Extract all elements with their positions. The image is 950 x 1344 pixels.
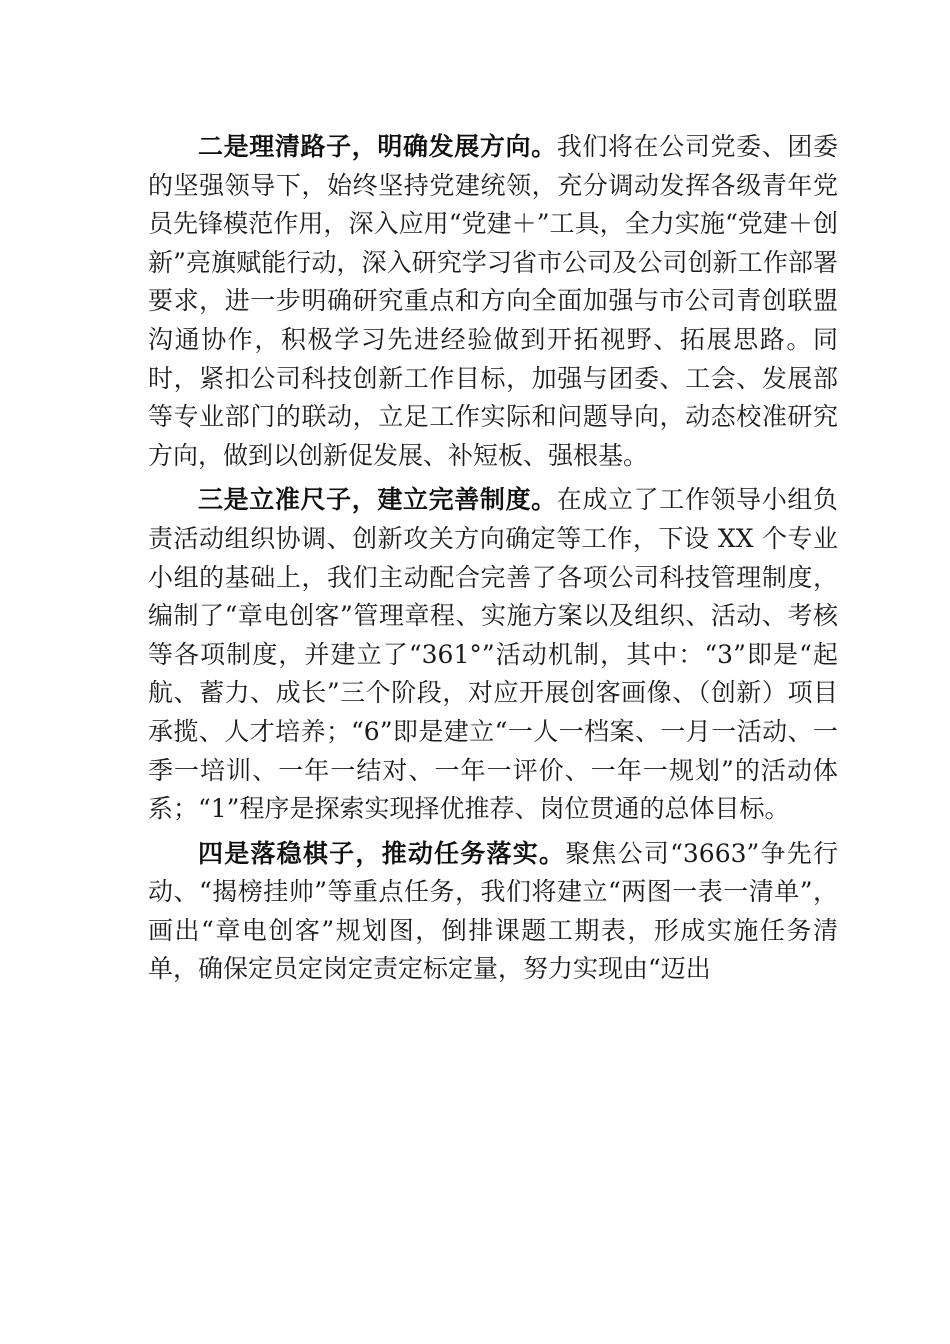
paragraph-system	[148, 481, 838, 828]
paragraph-heading: 三是立准尺子，建立完善制度。	[198, 485, 557, 515]
paragraph-text: 聚焦公司“3663”争先行动、“揭榜挂帅”等重点任务，我们将建立“两图一表一清单”，画出“章电创客”规划图，倒排课题工期表，形成实施任务清单，确保定员定岗定责定标定量，努力实现由“迈出	[148, 838, 838, 984]
document-body	[148, 128, 838, 995]
paragraph-tasks	[148, 835, 838, 989]
paragraph-text: 在成立了工作领导小组负责活动组织协调、创新攻关方向确定等工作，下设 XX 个专业小组的基础上，我们主动配合完善了各项公司科技管理制度，编制了“章电创客”管理章程、实施方案以及组织、活动、考核等各项制度，并建立了“361°”活动机制，其中：“3”即是“起航、蓄力、成长”三个阶段，对应开展创客画像、（创新）项目承揽、人才培养；“6”即是建立“一人一档案、一月一活动、一季一培训、一年一结对、一年一评价、一年一规划”的活动体系；“1”程序是探索实现择优推荐、岗位贯通的总体目标。	[148, 485, 838, 824]
paragraph-heading: 二是理清路子，明确发展方向。	[198, 132, 557, 161]
paragraph-direction	[148, 128, 838, 475]
paragraph-text: 我们将在公司党委、团委的坚强领导下，始终坚持党建统领，充分调动发挥各级青年党员先锋模范作用，深入应用“党建＋”工具，全力实施“党建＋创新”亮旗赋能行动，深入研究学习省市公司及公司创新工作部署要求，进一步明确研究重点和方向全面加强与市公司青创联盟沟通协作，积极学习先进经验做到开拓视野、拓展思路。同时，紧扣公司科技创新工作目标，加强与团委、工会、发展部等专业部门的联动，立足工作实际和问题导向，动态校准研究方向，做到以创新促发展、补短板、强根基。	[148, 132, 838, 470]
paragraph-heading: 四是落稳棋子，推动任务落实。	[198, 838, 566, 868]
